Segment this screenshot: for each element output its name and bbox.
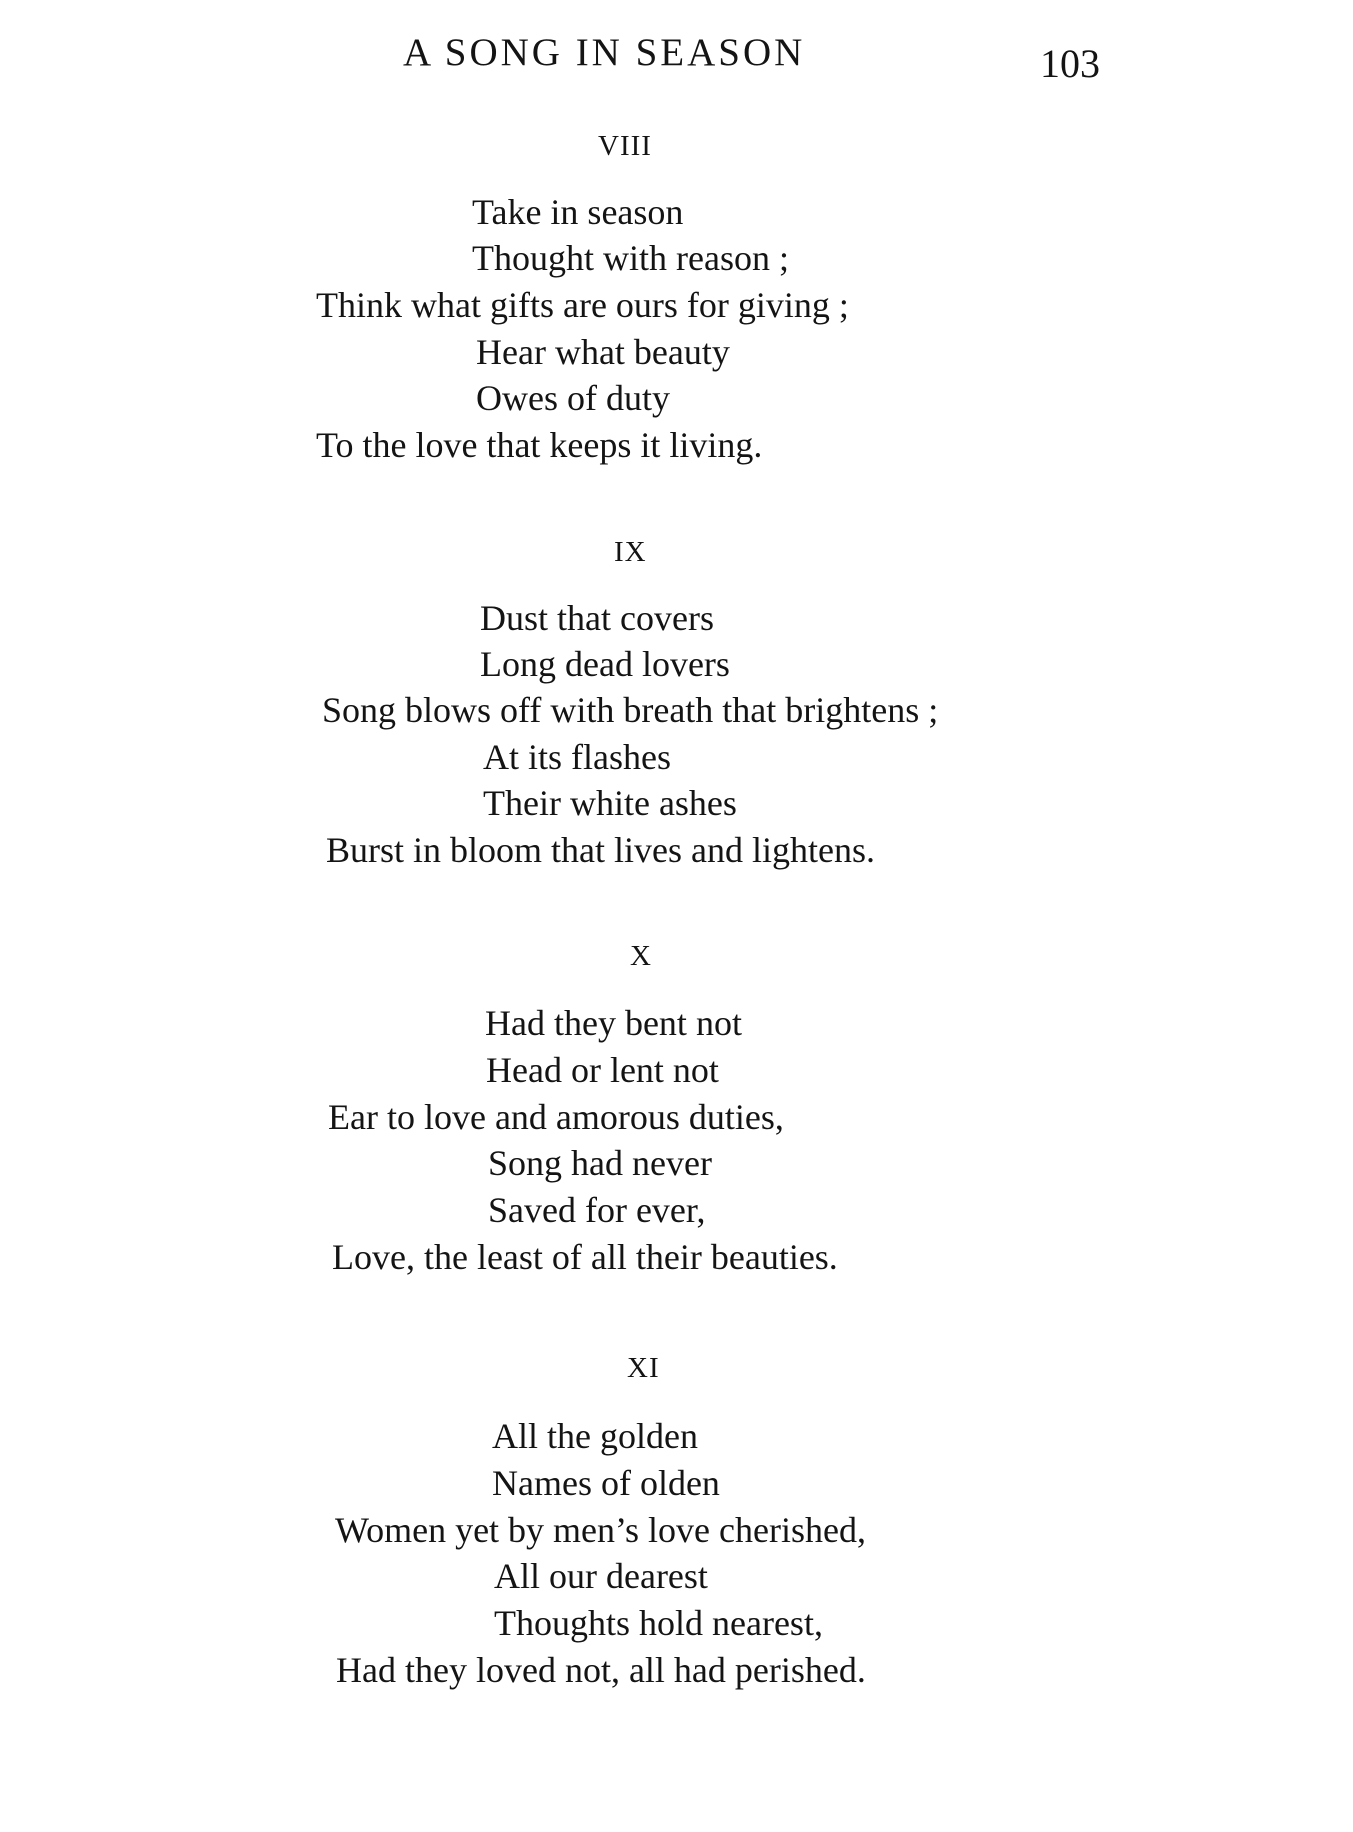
stanza-number: X <box>630 940 652 972</box>
poem-line: Think what gifts are ours for giving ; <box>316 285 849 325</box>
poem-line: Love, the least of all their beauties. <box>332 1237 838 1277</box>
poem-line: Saved for ever, <box>488 1190 706 1230</box>
running-head: A SONG IN SEASON <box>403 31 806 74</box>
poem-line: Ear to love and amorous duties, <box>328 1097 784 1137</box>
stanza-number: IX <box>614 536 647 568</box>
poem-line: Women yet by men’s love cherished, <box>335 1510 866 1550</box>
poem-line: Had they bent not <box>485 1003 742 1043</box>
poem-line: All our dearest <box>494 1556 708 1596</box>
poem-line: Song had never <box>488 1143 712 1183</box>
poem-line: Names of olden <box>492 1463 720 1503</box>
poem-line: Had they loved not, all had perished. <box>336 1650 866 1690</box>
poem-line: To the love that keeps it living. <box>316 425 763 465</box>
poem-line: Thoughts hold nearest, <box>494 1603 823 1643</box>
poem-line: Burst in bloom that lives and lightens. <box>326 830 875 870</box>
poem-line: Owes of duty <box>476 378 670 418</box>
stanza-number: VIII <box>598 130 652 162</box>
poem-line: Take in season <box>472 192 684 232</box>
poem-line: Long dead lovers <box>480 644 730 684</box>
poem-line: Head or lent not <box>486 1050 719 1090</box>
stanza-number: XI <box>627 1352 660 1384</box>
poem-line: Hear what beauty <box>476 332 730 372</box>
poem-line: Their white ashes <box>483 783 737 823</box>
poem-line: Thought with reason ; <box>472 238 789 278</box>
poem-line: At its flashes <box>483 737 671 777</box>
poem-line: Dust that covers <box>480 598 714 638</box>
poem-line: Song blows off with breath that brightens ; <box>322 690 939 730</box>
page-number: 103 <box>1040 41 1100 86</box>
poem-line: All the golden <box>492 1416 698 1456</box>
